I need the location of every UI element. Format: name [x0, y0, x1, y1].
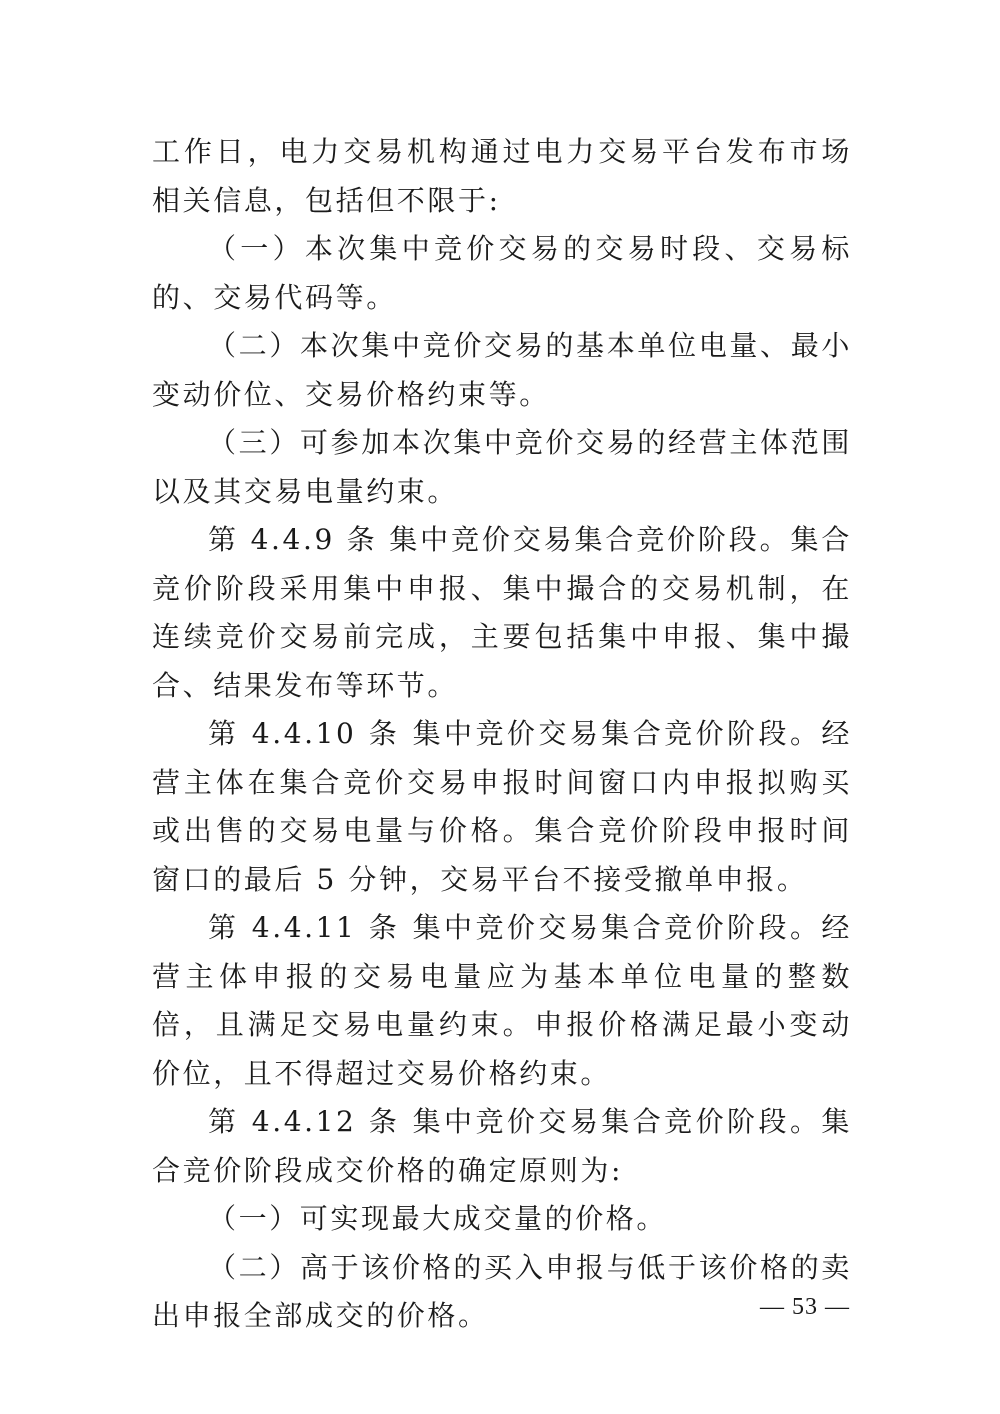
- body-text: [152, 128, 852, 1341]
- paragraph: （三）可参加本次集中竞价交易的经营主体范围以及其交易电量约束。: [152, 426, 852, 508]
- paragraph: （二）本次集中竞价交易的基本单位电量、最小变动价位、交易价格约束等。: [152, 329, 852, 411]
- paragraph: （二）高于该价格的买入申报与低于该价格的卖出申报全部成交的价格。: [152, 1250, 852, 1332]
- paragraph: 第 4.4.9 条 集中竞价交易集合竞价阶段。集合竞价阶段采用集中申报、集中撮合的交易机制，在连续竞价交易前完成，主要包括集中申报、集中撮合、结果发布等环节。: [152, 523, 852, 702]
- paragraph: 工作日，电力交易机构通过电力交易平台发布市场相关信息，包括但不限于:: [152, 135, 852, 217]
- paragraph: 第 4.4.10 条 集中竞价交易集合竞价阶段。经营主体在集合竞价交易申报时间窗口内申报拟购买或出售的交易电量与价格。集合竞价阶段申报时间窗口的最后 5 分钟，交易平台不接受撤单申报。: [152, 717, 852, 896]
- page-number: — 53 —: [760, 1294, 850, 1320]
- paragraph: 第 4.4.12 条 集中竞价交易集合竞价阶段。集合竞价阶段成交价格的确定原则为:: [152, 1105, 852, 1187]
- paragraph: （一）可实现最大成交量的价格。: [208, 1202, 668, 1235]
- paragraph: 第 4.4.11 条 集中竞价交易集合竞价阶段。经营主体申报的交易电量应为基本单位电量的整数倍，且满足交易电量约束。申报价格满足最小变动价位，且不得超过交易价格约束。: [152, 911, 852, 1090]
- paragraph: （一）本次集中竞价交易的交易时段、交易标的、交易代码等。: [152, 232, 852, 314]
